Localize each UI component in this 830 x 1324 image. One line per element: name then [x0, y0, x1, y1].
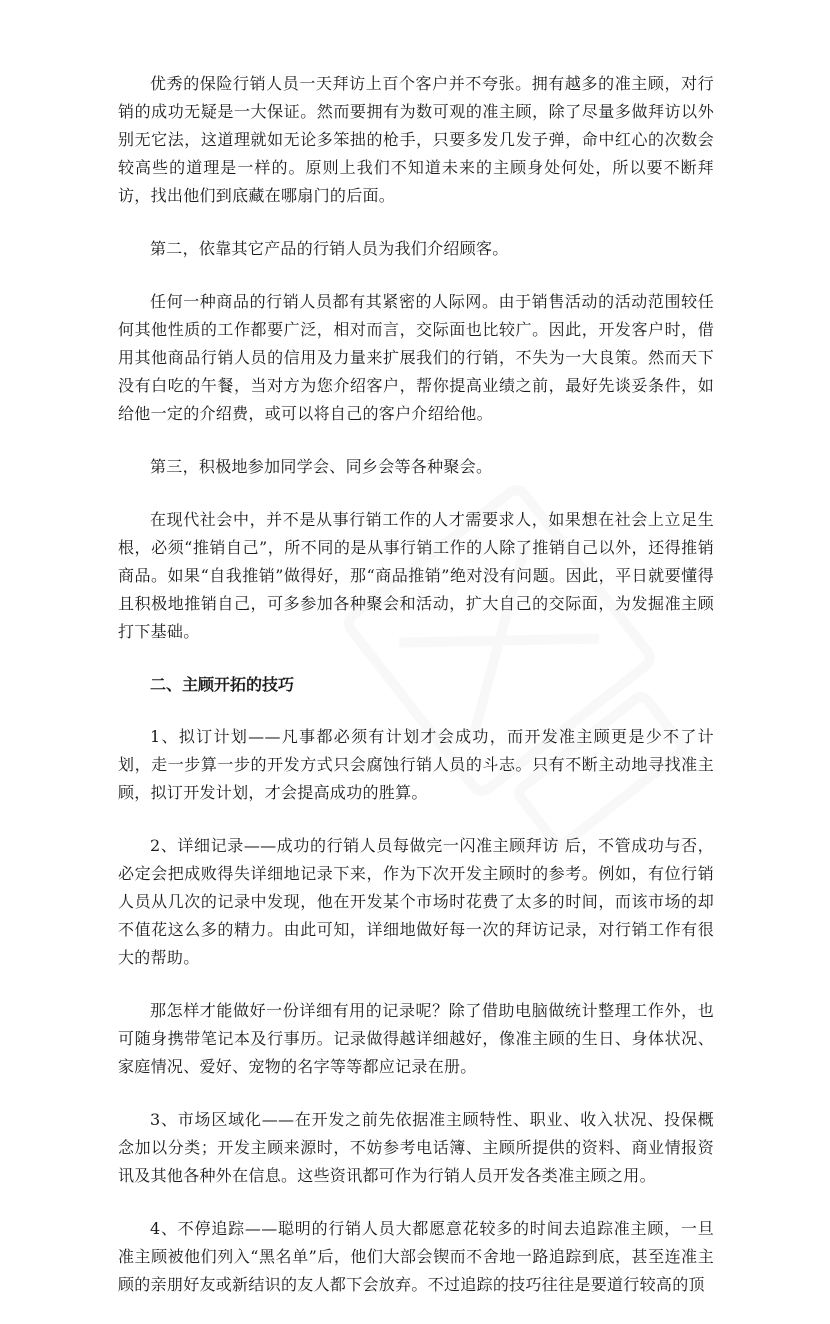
paragraph-self-promotion: 在现代社会中，并不是从事行销工作的人才需要求人，如果想在社会上立足生根，必须“推销自己”，所不同的是从事行销工作的人除了推销自己以外，还得推销商品。如果“自我推销”做得好，那“商品推销”绝对没有问题。因此，平日就要懂得且积极地推销自己，可多参加各种聚会和活动，扩大自己的交际面，为发掘准主顾打下基础。 [118, 510, 714, 641]
paragraph-market-region: 3、市场区域化——在开发之前先依据准主顾特性、职业、收入状况、投保概念加以分类；开发主顾来源时，不妨参考电话簿、主顾所提供的资料、商业情报资讯及其他各种外在信息。这些资讯都可作为行销人员开发各类准主顾之用。 [118, 1110, 714, 1185]
document-body [118, 70, 714, 1324]
paragraph-plan: 1、拟订计划——凡事都必须有计划才会成功，而开发准主顾更是少不了计划，走一步算一步的开发方式只会腐蚀行销人员的斗志。只有不断主动地寻找准主顾，拟订开发计划，才会提高成功的胜算。 [118, 727, 714, 802]
section-heading: 二、主顾开拓的技巧 [150, 675, 295, 694]
paragraph-record: 2、详细记录——成功的行销人员每做完一闪准主顾拜访 后，不管成功与否，必定会把成败得失详细地记录下来，作为下次开发主顾时的参考。例如，有位行销人员从几次的记录中发现，他在开发某个市场时花费了太多的时间，而该市场的却不值花这么多的精力。由此可知，详细地做好每一次的拜访记录，对行销工作有很大的帮助。 [118, 836, 714, 967]
paragraph-record-how: 那怎样才能做好一份详细有用的记录呢？除了借助电脑做统计整理工作外，也可随身携带笔记本及行事历。记录做得越详细越好，像准主顾的生日、身体状况、家庭情况、爱好、宠物的名字等等都应记录在册。 [118, 1001, 714, 1076]
paragraph-point-three: 第三，积极地参加同学会、同乡会等各种聚会。 [150, 457, 493, 476]
paragraph-network: 任何一种商品的行销人员都有其紧密的人际网。由于销售活动的活动范围较任何其他性质的工作都要广泛，相对而言，交际面也比较广。因此，开发客户时，借用其他商品行销人员的信用及力量来扩展我们的行销，不失为一大良策。然而天下没有白吃的午餐，当对方为您介绍客户，帮你提高业绩之前，最好先谈妥条件，如给他一定的介绍费，或可以将自己的客户介绍给他。 [118, 292, 714, 423]
paragraph-prospect-visits: 优秀的保险行销人员一天拜访上百个客户并不夸张。拥有越多的准主顾，对行销的成功无疑是一大保证。然而要拥有为数可观的准主顾，除了尽量多做拜访以外别无它法，这道理就如无论多笨拙的枪手，只要多发几发子弹，命中红心的次数会较高些的道理是一样的。原则上我们不知道未来的主顾身处何处，所以要不断拜访，找出他们到底藏在哪扇门的后面。 [118, 74, 714, 205]
paragraph-follow-up: 4、不停追踪——聪明的行销人员大都愿意花较多的时间去追踪准主顾，一旦准主顾被他们列入“黑名单”后，他们大部会锲而不舍地一路追踪到底，甚至连准主顾的亲朋好友或新结识的友人都下会放弃。不过追踪的技巧往往是要道行较高的顶 [118, 1219, 714, 1294]
paragraph-point-two: 第二，依靠其它产品的行销人员为我们介绍顾客。 [150, 239, 509, 258]
